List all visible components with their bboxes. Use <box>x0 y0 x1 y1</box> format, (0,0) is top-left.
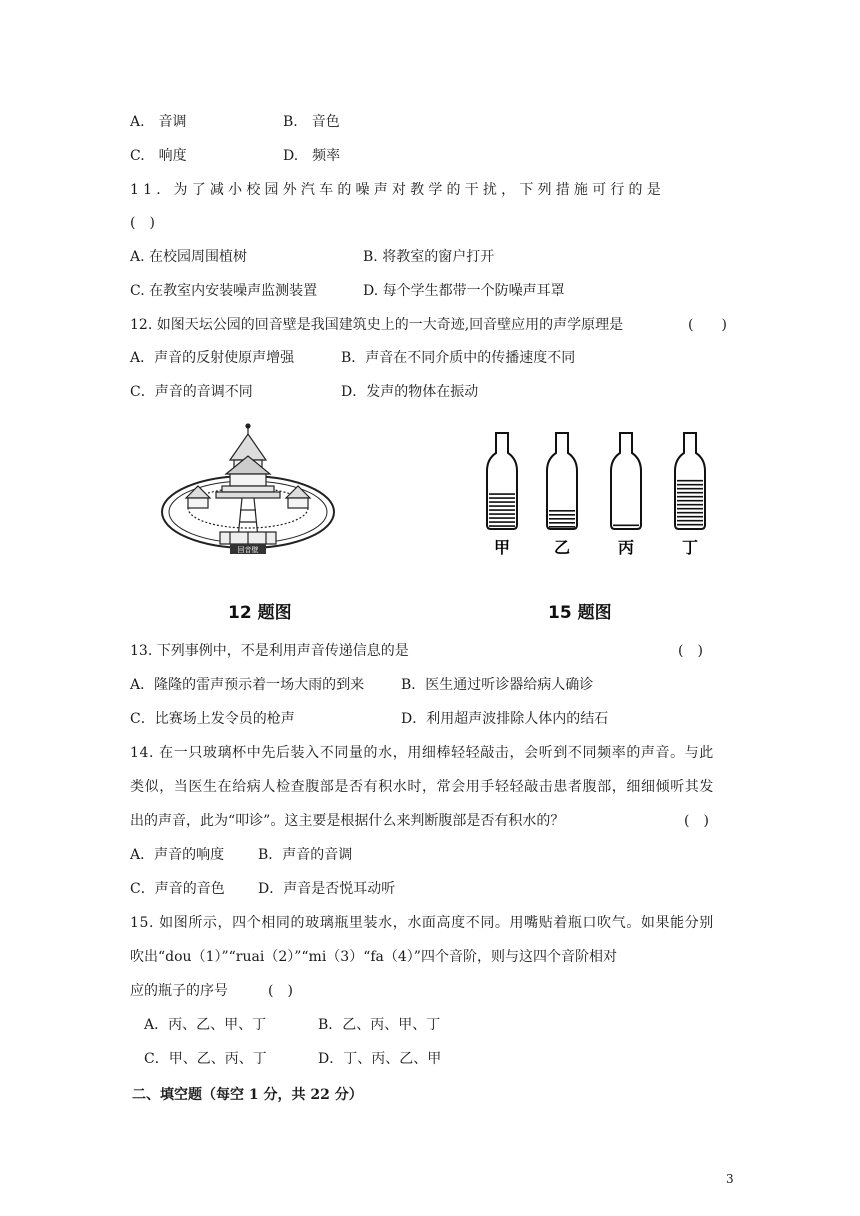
bottle-label-2: 乙 <box>553 538 571 557</box>
q10-option-b: B. 音色 <box>283 114 340 130</box>
echo-wall-caption: 回音壁 <box>237 546 259 554</box>
bottle-3 <box>611 433 641 557</box>
q11-paren: ( ) <box>130 215 155 231</box>
q15-paren: ( ) <box>268 983 293 999</box>
bottle-label-1: 甲 <box>493 538 511 557</box>
q12-option-d: D．发声的物体在振动 <box>341 384 479 400</box>
q10-option-a: A. 音调 <box>130 114 187 130</box>
q12-option-b: B．声音在不同介质中的传播速度不同 <box>341 350 576 366</box>
q12-option-c: C．声音的音调不同 <box>130 384 253 400</box>
page-number: 3 <box>726 1172 734 1186</box>
echo-wall-illustration <box>160 420 340 555</box>
figure-12-caption: 12 题图 <box>228 603 292 623</box>
q13-option-d: D．利用超声波排除人体内的结石 <box>401 711 609 727</box>
bottle-4 <box>675 433 705 557</box>
q14-line-1: 14. 在一只玻璃杯中先后装入不同量的水，用细棒轻轻敲击，会听到不同频率的声音。与此 <box>130 745 714 761</box>
figure-15-caption: 15 题图 <box>548 603 612 623</box>
q15-line-3: 应的瓶子的序号 <box>130 983 228 999</box>
bottle-label-3: 丙 <box>617 538 635 557</box>
q15-line-2: 吹出“dou（1）”“ruai（2）”“mi（3）“fa（4）”四个音阶，则与这四个音阶相对 <box>130 949 617 965</box>
q14-line-3: 出的声音，此为“叩诊”。这主要是根据什么来判断腹部是否有积水的？ <box>130 813 565 829</box>
q11-option-a: A. 在校园周围植树 <box>130 249 248 265</box>
q13-stem: 13. 下列事例中，不是利用声音传递信息的是 <box>130 643 409 659</box>
q11-stem: 11. 为了减小校园外汽车的噪声对教学的干扰，下列措施可行的是 <box>130 182 665 198</box>
q14-option-c: C．声音的音色 <box>130 881 225 897</box>
q11-option-b: B. 将教室的窗户打开 <box>363 249 495 265</box>
q14-option-a: A．声音的响度 <box>130 847 225 863</box>
q12-option-a: A．声音的反射使原声增强 <box>130 350 295 366</box>
bottle-1 <box>487 433 517 557</box>
q15-option-d: D．丁、丙、乙、甲 <box>318 1051 442 1067</box>
q12-stem: 12. 如图天坛公园的回音壁是我国建筑史上的一大奇迹,回音壁应用的声学原理是 <box>130 317 624 333</box>
q13-option-a: A．隆隆的雷声预示着一场大雨的到来 <box>130 677 365 693</box>
q11-option-c: C. 在教室内安装噪声监测装置 <box>130 283 318 299</box>
bottle-label-4: 丁 <box>681 538 699 557</box>
q15-option-a: A．丙、乙、甲、丁 <box>144 1017 267 1033</box>
q14-line-2: 类似，当医生在给病人检查腹部是否有积水时，常会用手轻轻敲击患者腹部，细细倾听其发 <box>130 779 714 795</box>
q14-paren: ( ) <box>684 813 709 829</box>
section-2-heading: 二、填空题（每空 1 分，共 22 分） <box>132 1087 363 1103</box>
q13-option-c: C．比赛场上发令员的枪声 <box>130 711 295 727</box>
q13-paren: ( ) <box>678 643 703 659</box>
q14-option-d: D．声音是否悦耳动听 <box>258 881 396 897</box>
q15-option-c: C．甲、乙、丙、丁 <box>144 1051 267 1067</box>
q10-option-c: C. 响度 <box>130 148 187 164</box>
q14-option-b: B．声音的音调 <box>258 847 353 863</box>
bottles-illustration <box>462 425 732 560</box>
q10-option-d: D. 频率 <box>283 148 341 164</box>
q11-option-d: D. 每个学生都带一个防噪声耳罩 <box>363 283 565 299</box>
q13-option-b: B．医生通过听诊器给病人确诊 <box>401 677 594 693</box>
q15-option-b: B．乙、丙、甲、丁 <box>318 1017 441 1033</box>
q12-paren: ( ) <box>688 317 727 333</box>
q15-line-1: 15. 如图所示，四个相同的玻璃瓶里装水，水面高度不同。用嘴贴着瓶口吹气。如果能分别 <box>130 915 714 931</box>
bottle-2 <box>547 433 577 557</box>
